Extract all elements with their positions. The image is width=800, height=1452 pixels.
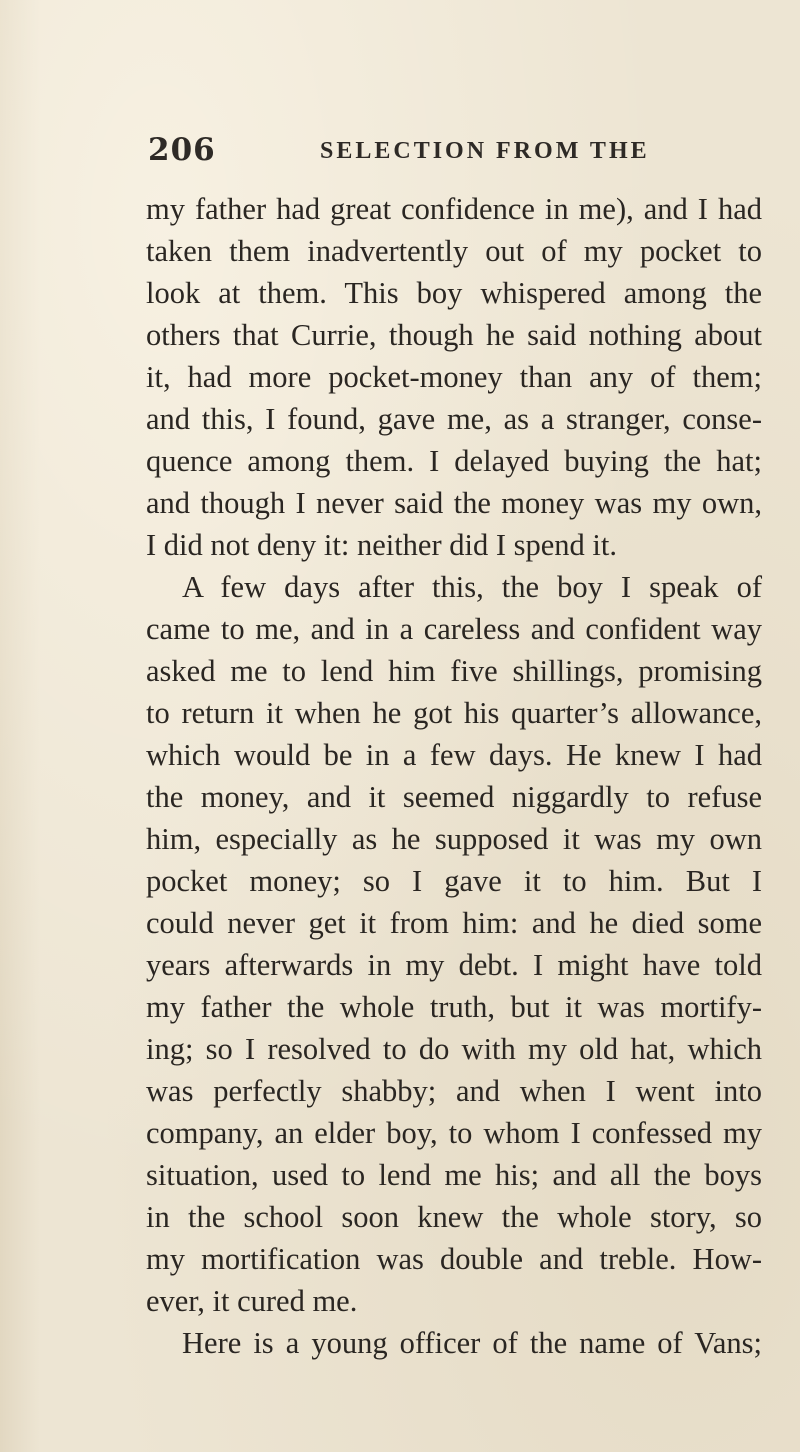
text-line: my father the whole truth, but it was mortify- <box>146 990 762 1024</box>
text-line: him, especially as he supposed it was my own <box>146 822 762 856</box>
text-line: others that Currie, though he said nothing about <box>146 318 762 352</box>
text-line: ing; so I resolved to do with my old hat, which <box>146 1032 762 1066</box>
text-line: and though I never said the money was my own, <box>146 486 762 520</box>
text-line: in the school soon knew the whole story, so <box>146 1200 762 1234</box>
paragraph-start-line: A few days after this, the boy I speak of <box>182 570 762 604</box>
paragraph-start-line: Here is a young officer of the name of Vans; <box>182 1326 762 1360</box>
body-text <box>146 188 762 1364</box>
text-line: asked me to lend him five shillings, promising <box>146 654 762 688</box>
text-line: was perfectly shabby; and when I went into <box>146 1074 762 1108</box>
text-line: which would be in a few days. He knew I had <box>146 738 762 772</box>
text-line: could never get it from him: and he died some <box>146 906 762 940</box>
text-line: my mortification was double and treble. How- <box>146 1242 762 1276</box>
page-number: 206 <box>148 132 216 168</box>
page-header <box>148 132 650 176</box>
text-line: quence among them. I delayed buying the hat; <box>146 444 762 478</box>
text-line: it, had more pocket-money than any of them; <box>146 360 762 394</box>
text-line: situation, used to lend me his; and all the boys <box>146 1158 762 1192</box>
text-line: years afterwards in my debt. I might have told <box>146 948 762 982</box>
text-line: company, an elder boy, to whom I confessed my <box>146 1116 762 1150</box>
paragraph-end-line: ever, it cured me. <box>146 1284 358 1318</box>
text-line: and this, I found, gave me, as a stranger, conse- <box>146 402 762 436</box>
text-line: pocket money; so I gave it to him. But I <box>146 864 762 898</box>
text-line: my father had great confidence in me), and I had <box>146 192 762 226</box>
text-line: taken them inadvertently out of my pocket to <box>146 234 762 268</box>
paragraph-end-line: I did not deny it: neither did I spend it. <box>146 528 617 562</box>
running-head: SELECTION FROM THE <box>320 138 650 164</box>
text-line: the money, and it seemed niggardly to refuse <box>146 780 762 814</box>
text-line: came to me, and in a careless and confident way <box>146 612 762 646</box>
text-line: to return it when he got his quarter’s allowance, <box>146 696 762 730</box>
text-line: look at them. This boy whispered among the <box>146 276 762 310</box>
